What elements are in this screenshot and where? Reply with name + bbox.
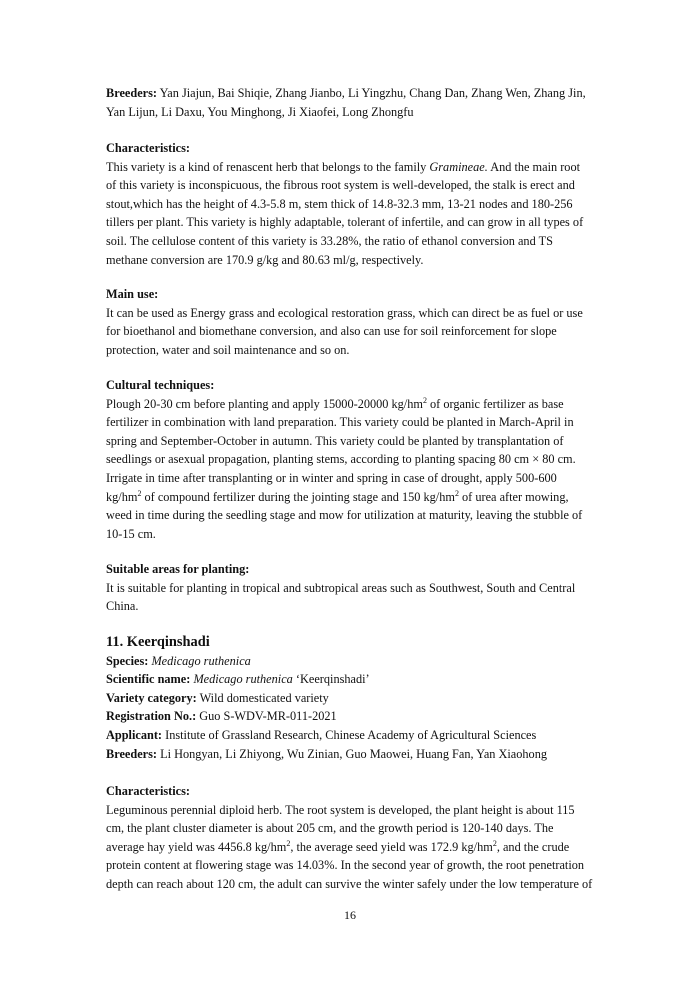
- characteristics-heading-2: Characteristics:: [106, 784, 190, 798]
- applicant-line: Applicant: Institute of Grassland Research, Chinese Academy of Agricultural Sciences: [106, 727, 537, 742]
- text-line: Leguminous perennial diploid herb. The root system is developed, the plant height is about 115: [106, 802, 575, 817]
- page-number: 16: [344, 908, 356, 922]
- section-title: 11. Keerqinshadi: [106, 634, 210, 650]
- text-line: depth can reach about 120 cm, the adult can survive the winter safely under the low temperature of: [106, 876, 593, 891]
- characteristics-section-1: [106, 139, 596, 269]
- text-line: protein content at flowering stage was 14.03%. In the second year of growth, the root penetration: [106, 858, 585, 873]
- text-line: It can be used as Energy grass and ecological restoration grass, which can direct be as fuel or use: [106, 305, 583, 320]
- text-line: for bioethanol and biomethane conversion, and also can use for soil reinforcement for slope: [106, 324, 557, 339]
- main-use-paragraph: [106, 304, 596, 360]
- cultural-techniques-section: [106, 376, 596, 543]
- text-line: methane conversion are 170.9 g/kg and 80.63 ml/g, respectively.: [106, 252, 424, 267]
- species-line: Species: Medicago ruthenica: [106, 653, 251, 668]
- text-line: seedlings or asexual propagation, planting stems, according to planting spacing 80 cm × 80 cm.: [106, 452, 576, 467]
- characteristics-heading: Characteristics:: [106, 141, 190, 155]
- text-line: spring and September-October in autumn. This variety could be planted by transplantation of: [106, 433, 564, 448]
- characteristics-section-2: [106, 782, 596, 894]
- text-line: stout,which has the height of 4.3-5.8 m, stem thick of 14.8-32.3 mm, 13-21 nodes and 180-256: [106, 196, 573, 211]
- breeders-line: Breeders: Li Hongyan, Li Zhiyong, Wu Zinian, Guo Maowei, Huang Fan, Yan Xiaohong: [106, 746, 548, 761]
- cultural-paragraph: [106, 395, 596, 544]
- breeders-label: Breeders:: [106, 86, 157, 100]
- text-line: of this variety is inconspicuous, the fibrous root system is well-developed, the stalk is erect and: [106, 178, 575, 193]
- variety-section-11: [106, 633, 596, 763]
- breeders-text: Yan Jiajun, Bai Shiqie, Zhang Jianbo, Li Yingzhu, Chang Dan, Zhang Wen, Zhang Jin,: [157, 86, 586, 100]
- cultural-heading: Cultural techniques:: [106, 378, 215, 392]
- text-line: cm, the plant cluster diameter is about 205 cm, and the growth period is 120-140 days. The: [106, 821, 554, 836]
- breeders-paragraph: [106, 84, 596, 121]
- characteristics-paragraph-2: [106, 801, 596, 894]
- text-line: $kg/hm^2$ of compound fertilizer during the jointing stage and 150 $kg/hm^2$ of urea after mowing,: [106, 488, 569, 504]
- text-line: This variety is a kind of renascent herb that belongs to the family Gramineae. And the main root: [106, 159, 581, 174]
- text-line: Irrigate in time after transplanting or in winter and spring in case of drought, apply 500-600: [106, 470, 557, 485]
- variety-category-line: Variety category: Wild domesticated variety: [106, 690, 329, 705]
- breeders-text-2: Yan Lijun, Li Daxu, You Minghong, Ji Xiaofei, Long Zhongfu: [106, 104, 414, 119]
- text-line: 10-15 cm.: [106, 526, 156, 541]
- text-line: fertilizer in combination with land preparation. This variety could be planted in March-April in: [106, 415, 574, 430]
- suitable-areas-section: [106, 560, 596, 616]
- text-line: It is suitable for planting in tropical and subtropical areas such as Southwest, South and Central: [106, 580, 576, 595]
- text-line: tillers per plant. This variety is highly adaptable, tolerant of infertile, and can grow in all types of: [106, 215, 584, 230]
- text-line: average hay yield was 4456.8 $kg/hm^2$, the average seed yield was 172.9 $kg/hm^2$, and the crude: [106, 838, 570, 854]
- registration-line: Registration No.: Guo S-WDV-MR-011-2021: [106, 709, 337, 724]
- text-line: Plough 20-30 cm before planting and apply 15000-20000 $kg/hm^2$ of organic fertilizer as base: [106, 395, 564, 411]
- text-line: protection, water and soil maintenance and so on.: [106, 342, 350, 357]
- suitable-paragraph: [106, 579, 596, 616]
- text-line: soil. The cellulose content of this variety is 33.28%, the ratio of ethanol conversion and TS: [106, 233, 553, 248]
- scientific-name-line: Scientific name: Medicago ruthenica ‘Keerqinshadi’: [106, 672, 370, 687]
- text-line: weed in time during the seedling stage and mow for utilization at maturity, leaving the stubble of: [106, 508, 583, 523]
- main-use-heading: Main use:: [106, 287, 159, 301]
- main-use-section: [106, 285, 596, 359]
- text-line: China.: [106, 599, 139, 614]
- characteristics-paragraph: [106, 158, 596, 270]
- suitable-heading: Suitable areas for planting:: [106, 562, 250, 576]
